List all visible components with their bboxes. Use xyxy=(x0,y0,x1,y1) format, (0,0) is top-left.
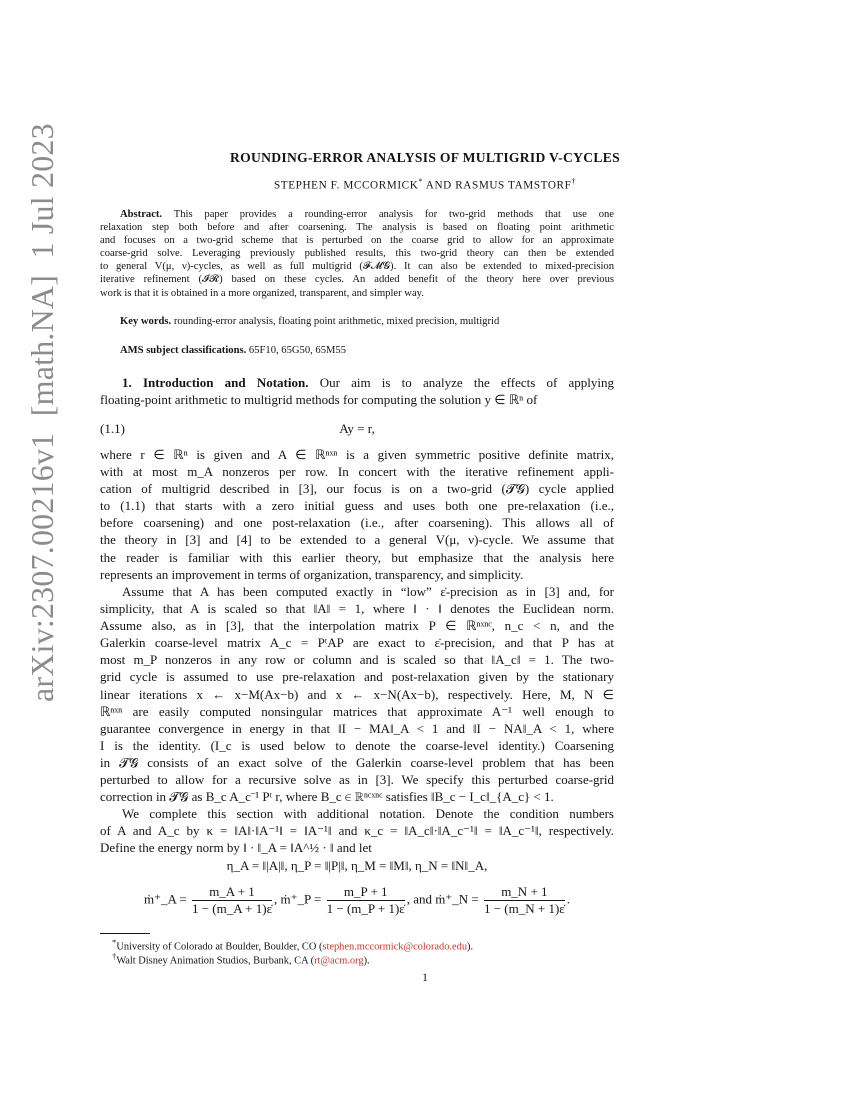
author-conjunction: AND xyxy=(425,179,452,192)
body-line: ℝⁿˣⁿ are easily computed nonsingular matrices that approximate A⁻¹ well enough to xyxy=(100,703,614,719)
body-line: Galerkin coarse-level matrix A_c = PᵗAP are exact to ε̇-precision, and that P has at xyxy=(100,635,614,651)
body-line: Assume also, as in [3], that the interpolation matrix P ∈ ℝⁿˣⁿᶜ, n_c < n, and the xyxy=(100,618,614,634)
section-first-line xyxy=(100,374,614,391)
body-line: We complete this section with additional notation. Denote the condition numbers xyxy=(122,806,614,821)
body-line: grid cycle is assumed to use pre-relaxation and post-relaxation given by the stationary xyxy=(100,669,614,685)
mdot-a-fraction xyxy=(192,884,272,917)
mdot-end: . xyxy=(566,891,570,907)
body-line: represents an improvement in terms of organization, transparency, and simplicity. xyxy=(100,566,524,582)
display-equation-mdot xyxy=(100,884,614,917)
ams-classifications xyxy=(120,345,614,356)
footnote-1-text: University of Colorado at Boulder, Boulder, CO ( xyxy=(116,941,323,953)
footnote-2-text: Walt Disney Animation Studios, Burbank, CA ( xyxy=(116,955,315,967)
norms-expression: η_A = ‖|A|‖, η_P = ‖|P|‖, η_M = ‖M‖, η_N = ‖N‖_A, xyxy=(226,858,488,873)
section-intro-text: Our aim is to analyze the effects of applying xyxy=(319,375,615,390)
body-line: Define the energy norm by ‖ · ‖_A = ‖A^½ · ‖ and let xyxy=(100,840,372,856)
footnote-rule xyxy=(100,933,150,934)
abstract xyxy=(100,208,614,300)
body-line: the reader is familiar with this earlier theory, but emphasize that the analysis here xyxy=(100,549,614,565)
body-line: to (1.1) that starts with a zero initial guess and uses both one pre-relaxation (i.e., xyxy=(100,498,614,514)
equation-number: (1.1) xyxy=(100,421,125,436)
keywords-text: rounding-error analysis, floating point arithmetic, mixed precision, multigrid xyxy=(173,316,500,327)
body-line: with at most m_A nonzeros per row. In concert with the iterative refinement appli- xyxy=(100,464,614,480)
mdot-n-fraction xyxy=(484,884,565,917)
body-line: linear iterations x ← x−M(Ax−b) and x ← x−N(Ax−b), respectively. Here, M, N ∈ xyxy=(100,686,614,702)
ams-text: 65F10, 65G50, 65M55 xyxy=(248,345,347,356)
footnote-2-close: ). xyxy=(363,955,370,967)
body-line: Assume that A has been computed exactly in “low” ε̇-precision as in [3] and, for xyxy=(122,584,614,599)
mdot-p-numerator: m_P + 1 xyxy=(327,884,405,901)
author-line xyxy=(0,177,850,192)
body-line: guarantee convergence in energy in that ‖I − MA‖_A < 1 and ‖I − NA‖_A < 1, where xyxy=(100,720,614,736)
mdot-p-lhs: , ṁ⁺_P = xyxy=(274,891,322,907)
mdot-n-lhs: , and ṁ⁺_N = xyxy=(406,891,479,907)
paragraph-3 xyxy=(100,805,614,856)
paragraph-2 xyxy=(100,583,614,805)
body-line: floating-point arithmetic to multigrid methods for computing the solution y ∈ ℝⁿ of xyxy=(100,392,538,408)
abstract-label: Abstract. xyxy=(120,209,163,220)
abstract-line xyxy=(100,208,614,221)
mdot-n-denominator: 1 − (m_N + 1)ε̇ xyxy=(483,901,565,916)
footnote-1-close: ). xyxy=(467,941,474,953)
body-line: in 𝓣𝓖 consists of an exact solve of the Galerkin coarse-level problem that has been xyxy=(100,754,614,770)
ams-label: AMS subject classifications. xyxy=(120,345,247,356)
mdot-n-numerator: m_N + 1 xyxy=(484,884,565,901)
abstract-line: work is that it is obtained in a more organized, transparent, and simpler way. xyxy=(100,287,424,299)
abstract-line: and focuses on a two-grid scheme that is perturbed on the coarse grid to allow for an approximate xyxy=(100,235,614,247)
body-line: the theory in [3] and [4] to be extended to a general V(μ, ν)-cycle. We assume that xyxy=(100,532,614,548)
body-line: of A and A_c by κ = ‖A‖·‖A⁻¹‖ = ‖A⁻¹‖ and κ_c = ‖A_c‖·‖A_c⁻¹‖ = ‖A_c⁻¹‖, respectively. xyxy=(100,823,614,839)
mdot-a-numerator: m_A + 1 xyxy=(192,884,272,901)
body-line: where r ∈ ℝⁿ is given and A ∈ ℝⁿˣⁿ is a given symmetric positive definite matrix, xyxy=(100,447,614,462)
body-line: before coarsening) and one post-relaxation (i.e., after coarsening). This allows all of xyxy=(100,515,614,531)
footnote-2 xyxy=(112,951,370,966)
body-line: correction in 𝓣𝓖 as B_c A_c⁻¹ Pᵗ r, where B_c ∈ ℝⁿᶜˣⁿᶜ satisfies ‖B_c − I_c‖_{A_c} < 1. xyxy=(100,789,554,805)
section-heading: 1. Introduction and Notation. xyxy=(122,375,309,390)
mdot-p-denominator: 1 − (m_P + 1)ε̇ xyxy=(326,901,405,916)
body-line: simplicity, that A is scaled so that ‖A‖ = 1, where ‖ · ‖ denotes the Euclidean norm. xyxy=(100,601,614,617)
body-line: cation of multigrid described in [3], our focus is on a two-grid (𝓣𝓖) cycle applied xyxy=(100,481,614,497)
author-1-mark: * xyxy=(418,177,424,186)
body-line: I is the identity. (I_c is used below to denote the coarse-level identity.) Coarsening xyxy=(100,737,614,753)
equation-expression: Ay = r, xyxy=(339,421,375,436)
mdot-p-fraction xyxy=(327,884,405,917)
footnote-2-mark: † xyxy=(112,951,117,961)
arxiv-identifier-stamp: arXiv:2307.00216v1 [math.NA] 1 Jul 2023 xyxy=(24,123,60,702)
paper-title: ROUNDING-ERROR ANALYSIS OF MULTIGRID V-CYCLES xyxy=(230,150,620,165)
author-2: RASMUS TAMSTORF xyxy=(455,179,572,192)
abstract-line: relaxation step both before and after coarsening. The analysis is based on floating point arithmetic xyxy=(100,222,614,234)
abstract-line: coarse-grid solve. Leveraging previously published results, this two-grid theory can then be extended xyxy=(100,248,614,260)
section-intro xyxy=(100,374,614,408)
page-number: 1 xyxy=(422,972,428,984)
mdot-a-denominator: 1 − (m_A + 1)ε̇ xyxy=(191,901,273,916)
abstract-text: This paper provides a rounding-error analysis for two-grid methods that use one xyxy=(173,209,614,220)
keywords xyxy=(120,316,614,327)
paragraph-1 xyxy=(100,446,614,583)
body-line: most m_P nonzeros in any row or column and is scaled so that ‖A_c‖ = 1. The two- xyxy=(100,652,614,668)
keywords-label: Key words. xyxy=(120,316,172,327)
abstract-line: to general V(μ, ν)-cycles, as well as full multigrid (𝓕𝓜𝓖). It can also be extended to mixed-precision xyxy=(100,261,614,273)
mdot-a-lhs: ṁ⁺_A = xyxy=(143,891,187,907)
abstract-line: iterative refinement (𝓘𝓡) based on these cycles. An added benefit of the theory here over previous xyxy=(100,274,614,286)
footnote-1-email-link[interactable]: stephen.mccormick@colorado.edu xyxy=(322,941,468,953)
author-2-mark: † xyxy=(571,177,577,186)
body-line: perturbed to allow for a recursive solve as in [3]. We specify this perturbed coarse-grid xyxy=(100,772,614,788)
footnote-1-mark: * xyxy=(112,937,117,947)
author-1: STEPHEN F. MCCORMICK xyxy=(273,179,419,192)
footnote-2-email-link[interactable]: rt@acm.org xyxy=(314,955,364,967)
